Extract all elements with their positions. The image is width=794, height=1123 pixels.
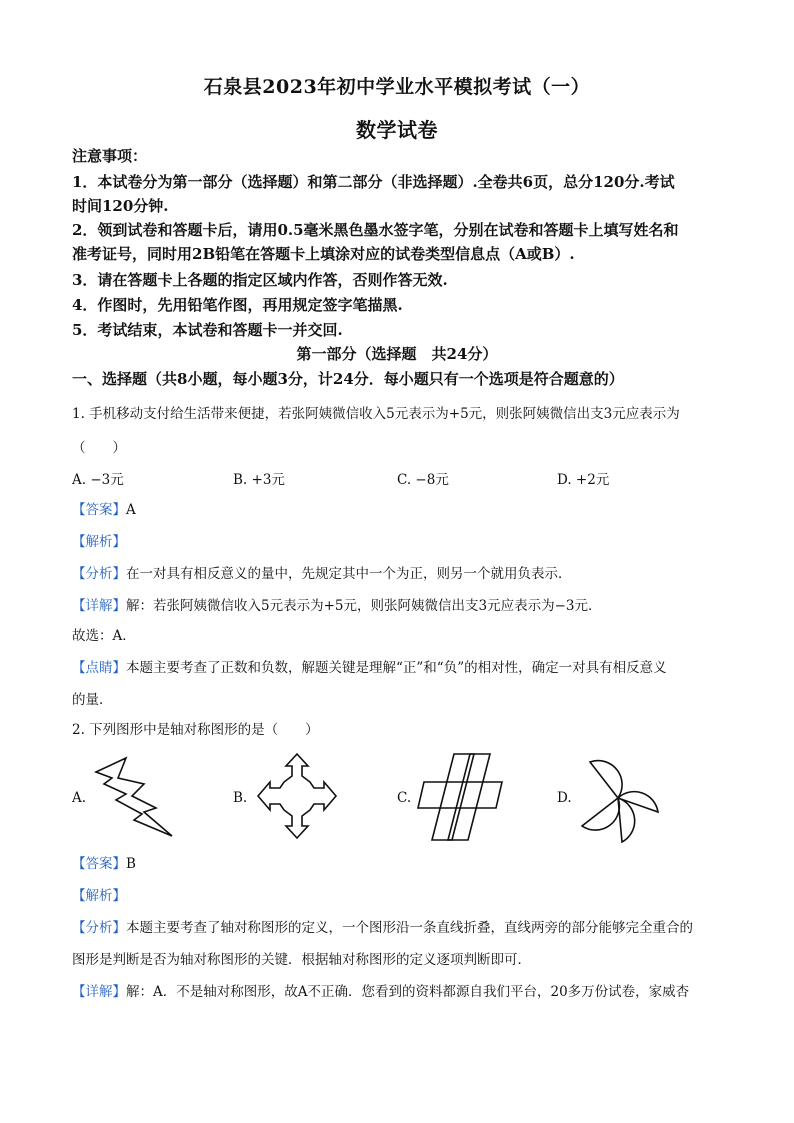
q1-option-b: B. +3元 xyxy=(233,472,285,488)
q2-option-a-label: A. xyxy=(72,790,87,806)
q1-stem-paren: （ ） xyxy=(72,440,126,456)
q1-conclusion: 故选：A． xyxy=(72,628,136,644)
four-arrow-figure xyxy=(256,752,338,840)
exam-title: 石泉县2023年初中学业水平模拟考试（一） xyxy=(203,76,591,98)
notice-item: 1．本试卷分为第一部分（选择题）和第二部分（非选择题）.全卷共6页，总分120分.考试 xyxy=(72,173,675,191)
notice-item: 5．考试结束，本试卷和答题卡一并交回. xyxy=(72,321,343,339)
q2-xiangjie: 【详解】解：A．不是轴对称图形，故A不正确．您看到的资料都源自我们平台，20多万份试卷，家威杏 xyxy=(72,984,690,1000)
exam-subtitle: 数学试卷 xyxy=(356,118,438,142)
q2-stem: 2. 下列图形中是轴对称图形的是（ ） xyxy=(72,722,319,738)
answer-tag: 【答案】 xyxy=(72,856,126,872)
q1-fenxi: 【分析】在一对具有相反意义的量中，先规定其中一个为正，则另一个就用负表示． xyxy=(72,566,572,582)
notice-item: 准考证号，同时用2B铅笔在答题卡上填涂对应的试卷类型信息点（A或B）. xyxy=(72,245,575,263)
q1-dianjing-cont: 的量． xyxy=(72,692,113,708)
answer-tag: 【答案】 xyxy=(72,502,126,518)
notice-item: 2．领到试卷和答题卡后，请用0.5毫米黑色墨水签字笔，分别在试卷和答题卡上填写姓名和 xyxy=(72,221,679,239)
answer-value: A xyxy=(126,502,136,518)
q1-analysis-tag: 【解析】 xyxy=(72,534,126,550)
notice-heading: 注意事项： xyxy=(72,147,148,165)
q1-option-d: D. +2元 xyxy=(557,472,610,488)
q1-stem: 1. 手机移动支付给生活带来便捷，若张阿姨微信收入5元表示为+5元，则张阿姨微信出支3元应表示为 xyxy=(72,406,680,422)
answer-value: B xyxy=(126,856,136,872)
q2-option-d-label: D. xyxy=(557,790,572,806)
pinwheel-figure xyxy=(578,752,662,844)
q2-answer xyxy=(72,854,732,874)
q2-option-b-label: B. xyxy=(233,790,248,806)
q1-answer xyxy=(72,500,732,520)
q1-option-c: C. −8元 xyxy=(397,472,449,488)
q1-xiangjie: 【详解】解：若张阿姨微信收入5元表示为+5元，则张阿姨微信出支3元应表示为−3元． xyxy=(72,598,602,614)
q1-option-a: A. −3元 xyxy=(72,472,124,488)
q2-option-c-label: C. xyxy=(397,790,412,806)
section-heading: 一、选择题（共8小题，每小题3分，计24分．每小题只有一个选项是符合题意的） xyxy=(72,370,624,388)
parallelogram-net-figure xyxy=(414,752,508,844)
q2-analysis-tag: 【解析】 xyxy=(72,888,126,904)
lightning-bolt-figure xyxy=(92,756,176,840)
q2-fenxi-cont: 图形是判断是否为轴对称图形的关键．根据轴对称图形的定义逐项判断即可． xyxy=(72,952,531,968)
notice-item: 4．作图时，先用铅笔作图，再用规定签字笔描黑. xyxy=(72,296,403,314)
q2-fenxi: 【分析】本题主要考查了轴对称图形的定义，一个图形沿一条直线折叠，直线两旁的部分能够完全重合的 xyxy=(72,920,693,936)
part1-heading: 第一部分（选择题 共24分） xyxy=(296,345,498,363)
notice-item: 时间120分钟. xyxy=(72,197,169,215)
q1-dianjing: 【点睛】本题主要考查了正数和负数，解题关键是理解“正”和“负”的相对性，确定一对具有相反意义 xyxy=(72,660,667,676)
notice-item: 3．请在答题卡上各题的指定区域内作答，否则作答无效. xyxy=(72,271,448,289)
